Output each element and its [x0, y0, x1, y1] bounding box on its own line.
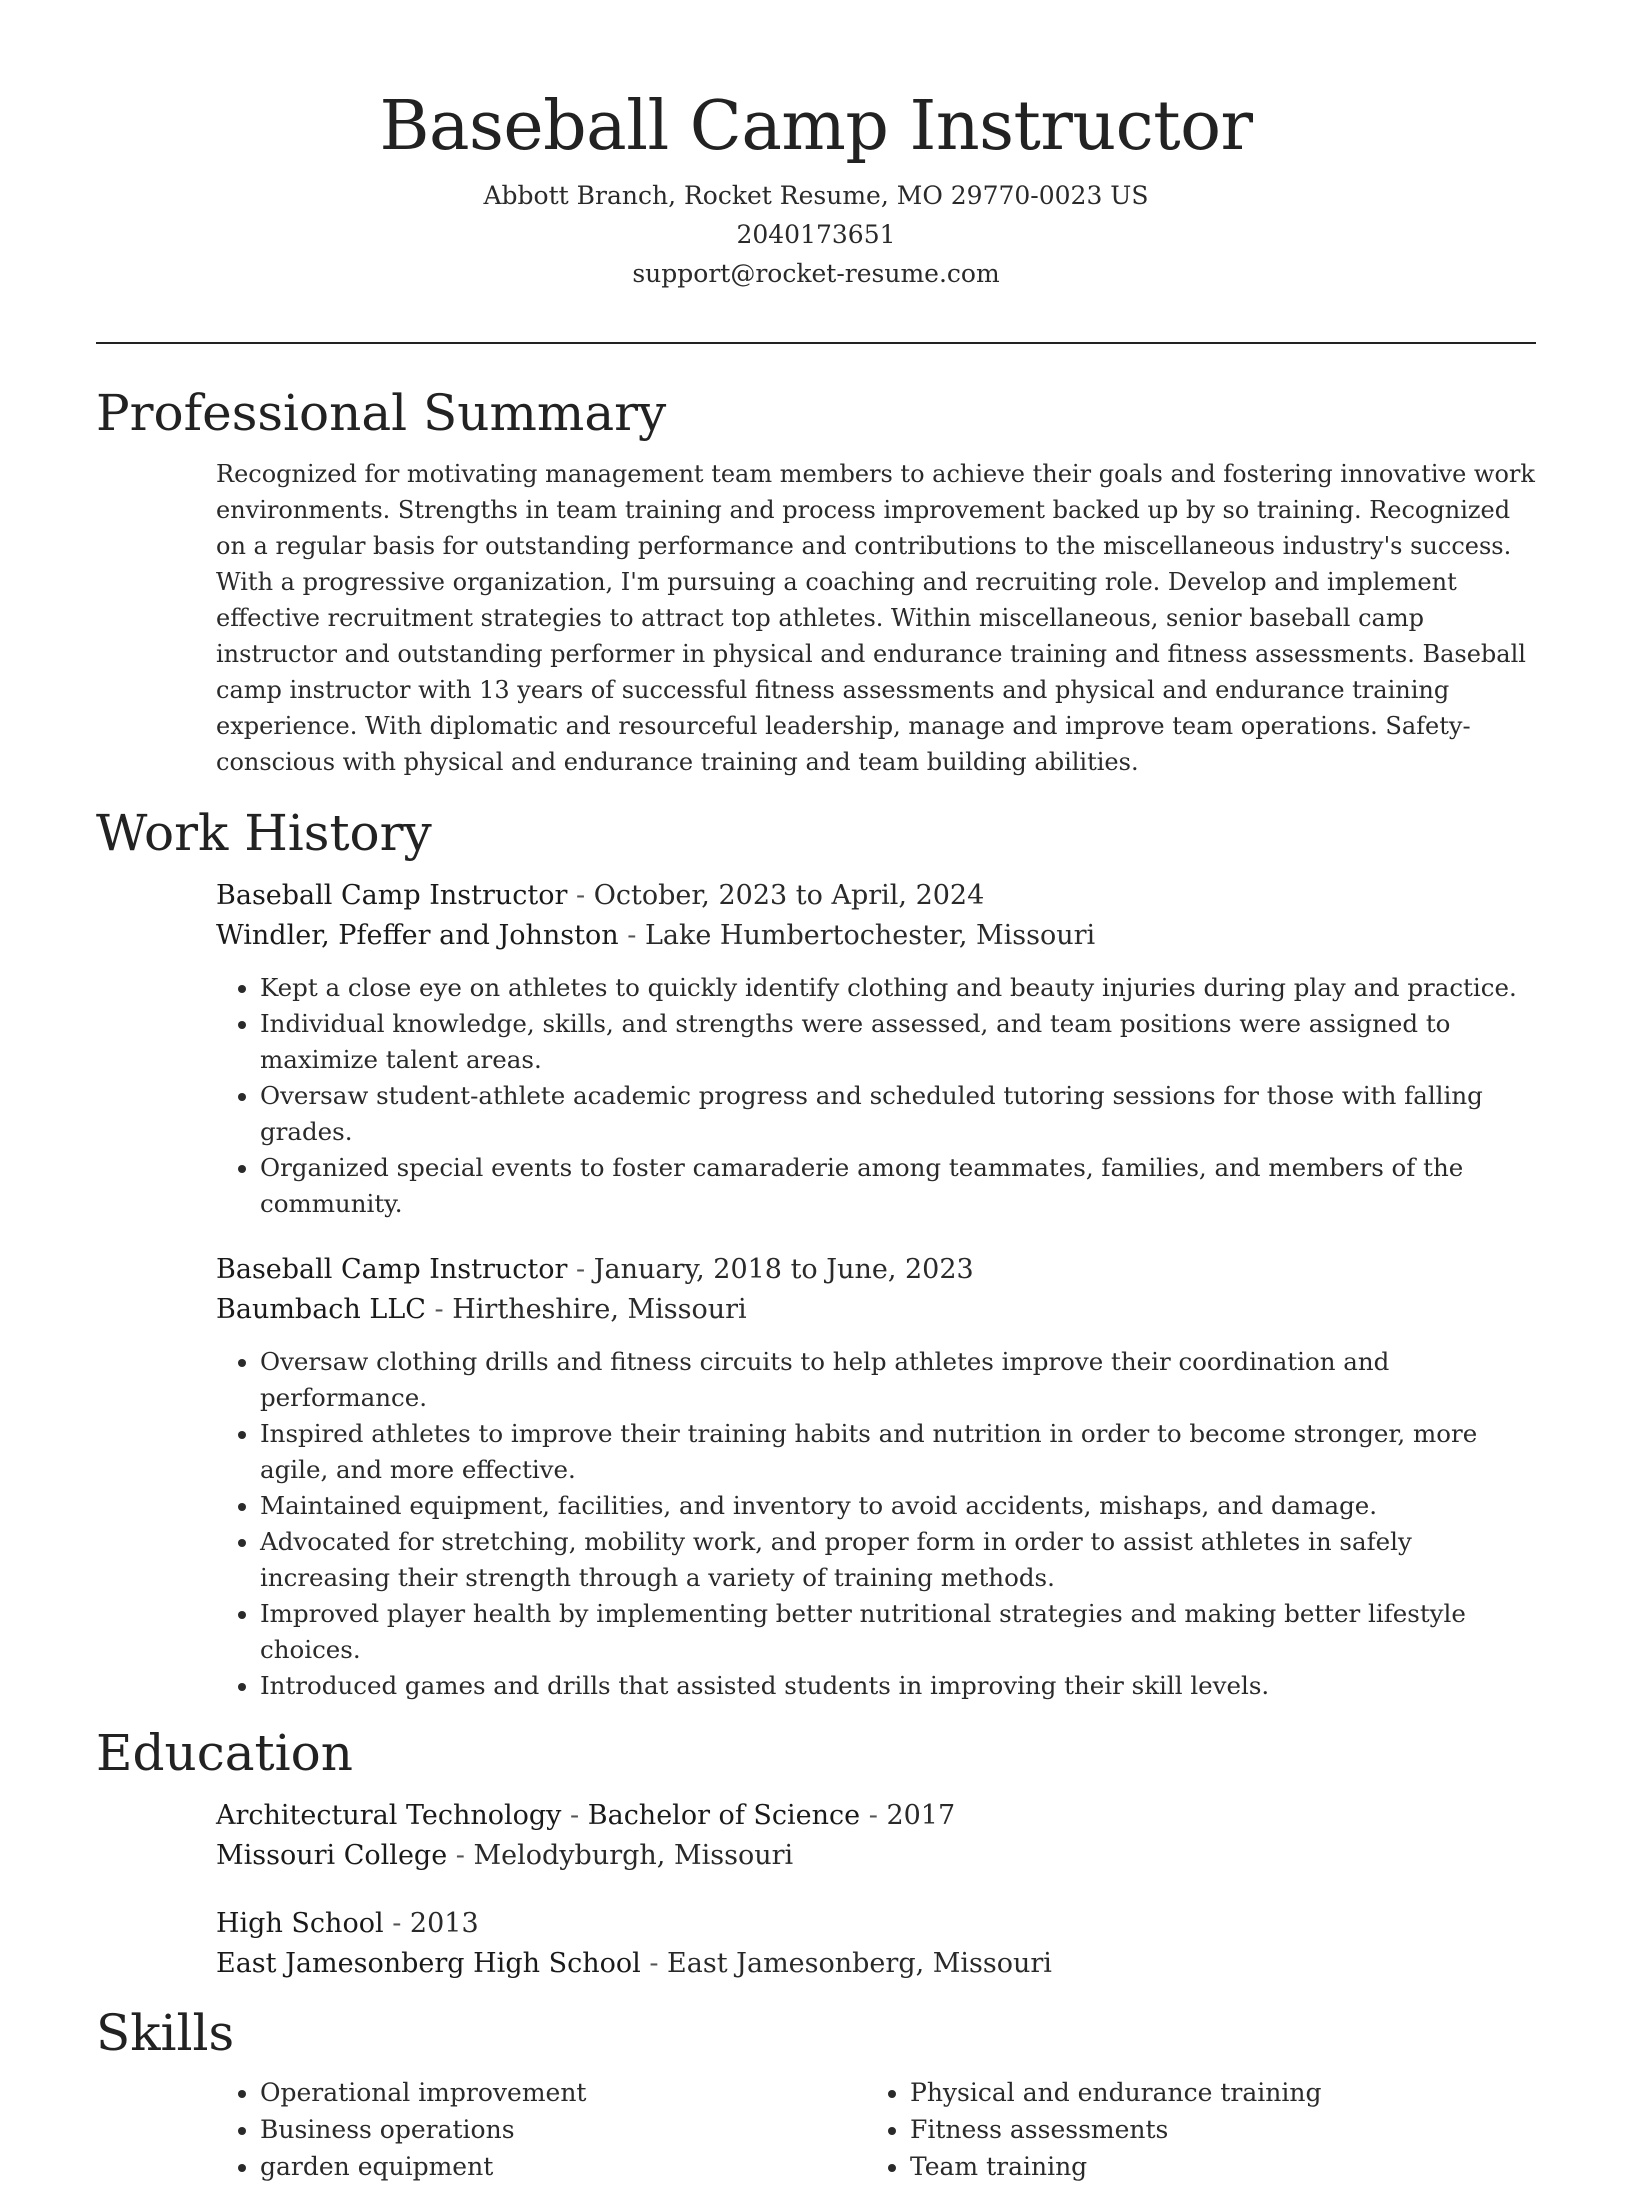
job-entry [216, 876, 1546, 1222]
job-role: Baseball Camp Instructor [216, 1254, 568, 1285]
job-bullet: • Maintained equipment, facilities, and inventory to avoid accidents, mishaps, and damage. [260, 1488, 1546, 1524]
work-history-section [96, 798, 1536, 1704]
job-company-line: Baumbach LLC - Hirtheshire, Missouri [216, 1294, 747, 1325]
resume-content [96, 378, 1536, 2199]
education-title: Education [96, 1724, 353, 1782]
skills-column-left [216, 2074, 866, 2185]
job-title-line: Baseball Camp Instructor - January, 2018 to June, 2023 [216, 1254, 974, 1285]
candidate-name: Baseball Camp Instructor [379, 87, 1253, 166]
job-bullet: • Organized special events to foster camaraderie among teammates, families, and members of the community. [260, 1150, 1546, 1222]
education-entry [216, 1796, 1546, 1876]
skill-item: • Fitness assessments [910, 2111, 1516, 2148]
education-school-line: East Jamesonberg High School - East Jamesonberg, Missouri [216, 1948, 1052, 1979]
job-bullet: • Introduced games and drills that assisted students in improving their skill levels. [260, 1668, 1546, 1704]
education-entry [216, 1904, 1546, 1984]
summary-text: Recognized for motivating management team members to achieve their goals and fostering innovative work environments. Strengths in team training and process improvement backed up by so training. Recognized on a regular basis for outstanding performance and contributions to the miscellaneous industry's success. With a progressive organization, I'm pursuing a coaching and recruiting role. Develop and implement effective recruitment strategies to attract top athletes. Within miscellaneous, senior baseball camp instructor and outstanding performer in physical and endurance training and fitness assessments. Baseball camp instructor with 13 years of successful fitness assessments and physical and endurance training experience. With diplomatic and resourceful leadership, manage and improve team operations. Safety-conscious with physical and endurance training and team building abilities. [216, 460, 1535, 776]
job-location: Lake Humbertochester, Missouri [644, 920, 1096, 951]
education-school: Missouri College [216, 1840, 448, 1871]
education-degree: Bachelor of Science [587, 1800, 861, 1831]
education-location: East Jamesonberg, Missouri [667, 1948, 1052, 1979]
education-location: Melodyburgh, Missouri [473, 1840, 794, 1871]
job-company-line: Windler, Pfeffer and Johnston - Lake Humbertochester, Missouri [216, 920, 1096, 951]
job-entry [216, 1250, 1546, 1704]
contact-email: support@rocket-resume.com [632, 259, 1000, 288]
job-bullet: • Oversaw student-athlete academic progress and scheduled tutoring sessions for those with falling grades. [260, 1078, 1546, 1150]
job-dates: January, 2018 to June, 2023 [593, 1254, 974, 1285]
header-divider [96, 342, 1536, 344]
job-bullet: • Individual knowledge, skills, and strengths were assessed, and team positions were assigned to maximize talent areas. [260, 1006, 1546, 1078]
skills-body [216, 2074, 1546, 2185]
summary-body [216, 456, 1546, 780]
skill-item: • Operational improvement [260, 2074, 866, 2111]
education-degree-line: Architectural Technology - Bachelor of Science - 2017 [216, 1800, 956, 1831]
job-bullets [216, 970, 1546, 1222]
work-history-title: Work History [96, 804, 432, 862]
job-title-line: Baseball Camp Instructor - October, 2023 to April, 2024 [216, 880, 985, 911]
skills-column-right [866, 2074, 1516, 2185]
education-field: Architectural Technology [216, 1800, 562, 1831]
skills-section [96, 1998, 1536, 2185]
education-year: 2017 [886, 1800, 956, 1831]
skill-item: • Physical and endurance training [910, 2074, 1516, 2111]
skills-title: Skills [96, 2004, 235, 2062]
job-bullet: • Kept a close eye on athletes to quickly identify clothing and beauty injuries during play and practice. [260, 970, 1546, 1006]
education-school-line: Missouri College - Melodyburgh, Missouri [216, 1840, 794, 1871]
education-degree-line: High School - 2013 [216, 1908, 479, 1939]
job-bullet: • Inspired athletes to improve their training habits and nutrition in order to become stronger, more agile, and more effective. [260, 1416, 1546, 1488]
job-company: Baumbach LLC [216, 1294, 426, 1325]
education-body [216, 1796, 1546, 1984]
skills-grid [216, 2074, 1546, 2185]
education-section [96, 1718, 1536, 1984]
skill-item: • Team training [910, 2148, 1516, 2185]
job-location: Hirtheshire, Missouri [452, 1294, 747, 1325]
skill-item: • garden equipment [260, 2148, 866, 2185]
job-bullets [216, 1344, 1546, 1704]
job-company: Windler, Pfeffer and Johnston [216, 920, 619, 951]
education-field: High School [216, 1908, 384, 1939]
job-bullet: • Advocated for stretching, mobility work, and proper form in order to assist athletes in safely increasing their strength through a variety of training methods. [260, 1524, 1546, 1596]
job-role: Baseball Camp Instructor [216, 880, 568, 911]
skill-item: • Business operations [260, 2111, 866, 2148]
job-dates: October, 2023 to April, 2024 [593, 880, 985, 911]
work-history-body [216, 876, 1546, 1704]
resume-header [0, 0, 1632, 293]
job-bullet: • Oversaw clothing drills and fitness circuits to help athletes improve their coordination and performance. [260, 1344, 1546, 1416]
contact-phone: 2040173651 [736, 220, 896, 249]
summary-title: Professional Summary [96, 384, 667, 442]
contact-address: Abbott Branch, Rocket Resume, MO 29770-0023 US [483, 181, 1149, 210]
education-school: East Jamesonberg High School [216, 1948, 641, 1979]
education-year: 2013 [409, 1908, 479, 1939]
job-bullet: • Improved player health by implementing better nutritional strategies and making better lifestyle choices. [260, 1596, 1546, 1668]
contact-info [0, 176, 1632, 293]
summary-section [96, 378, 1536, 780]
